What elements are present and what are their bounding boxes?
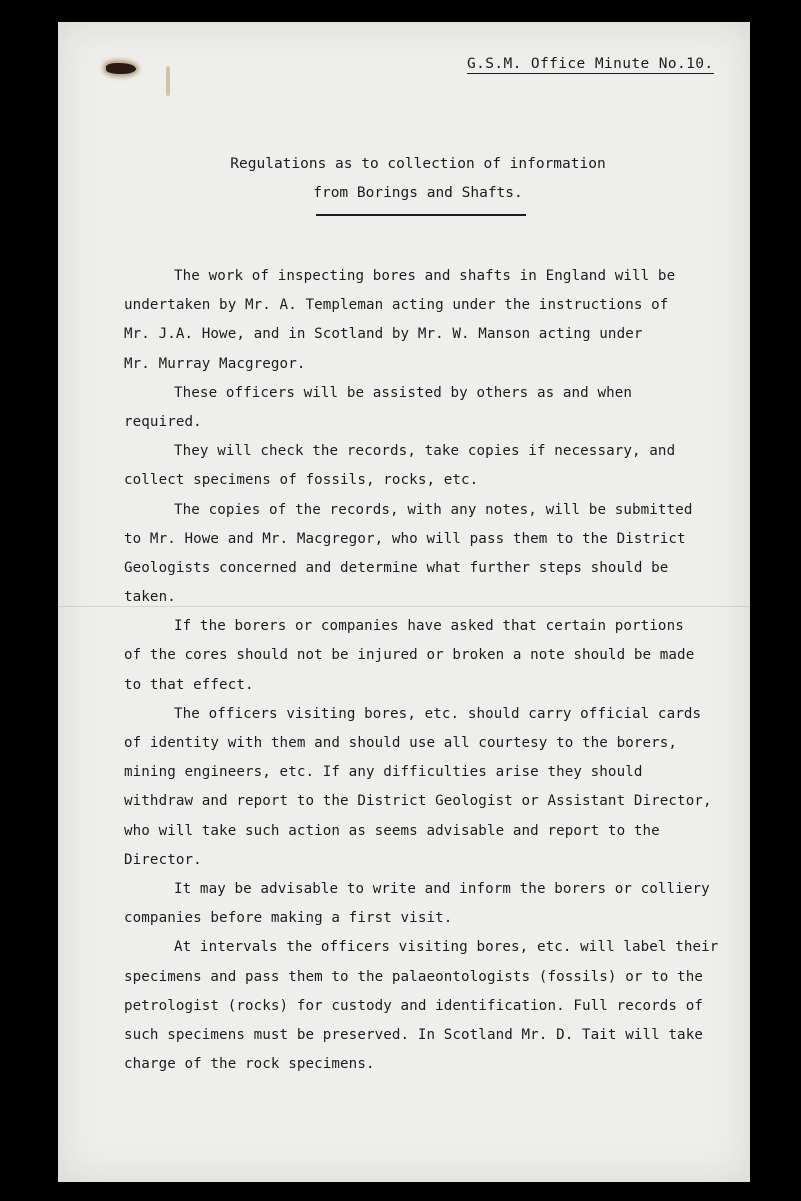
body-line: Mr. J.A. Howe, and in Scotland by Mr. W. Manson acting under <box>124 326 643 343</box>
body-line: The officers visiting bores, etc. should carry official cards <box>174 705 702 722</box>
body-line: collect specimens of fossils, rocks, etc. <box>124 472 479 489</box>
body-line: At intervals the officers visiting bores, etc. will label their <box>174 939 719 956</box>
document-body <box>124 262 724 1079</box>
body-line: required. <box>124 413 202 430</box>
body-line: specimens and pass them to the palaeontologists (fossils) or to the <box>124 968 703 985</box>
body-line: of identity with them and should use all courtesy to the borers, <box>124 735 678 751</box>
body-line: such specimens must be preserved. In Scotland Mr. D. Tait will take <box>124 1026 703 1043</box>
body-line: to that effect. <box>124 676 254 693</box>
burn-mark <box>106 63 136 74</box>
body-line: It may be advisable to write and inform the borers or colliery <box>174 880 710 897</box>
body-line: companies before making a first visit. <box>124 910 453 927</box>
body-line: The copies of the records, with any notes, will be submitted <box>174 501 693 518</box>
body-line: If the borers or companies have asked that certain portions <box>174 618 684 635</box>
body-line: Mr. Murray Macgregor. <box>124 355 306 372</box>
body-line: taken. <box>124 589 176 606</box>
body-line: The work of inspecting bores and shafts in England will be <box>174 268 676 284</box>
body-line: petrologist (rocks) for custody and identification. Full records of <box>124 997 703 1014</box>
body-line: mining engineers, etc. If any difficulties arise they should <box>124 764 643 781</box>
document-page <box>58 22 750 1182</box>
body-line: withdraw and report to the District Geologist or Assistant Director, <box>124 793 712 810</box>
body-line: who will take such action as seems advisable and report to the <box>124 822 660 839</box>
body-line: charge of the rock specimens. <box>124 1056 375 1073</box>
body-line: They will check the records, take copies if necessary, and <box>174 443 676 460</box>
title-underline <box>316 214 526 216</box>
title-line-1: Regulations as to collection of information <box>230 156 606 172</box>
body-line: of the cores should not be injured or broken a note should be made <box>124 647 695 664</box>
body-line: These officers will be assisted by others as and when <box>174 384 633 401</box>
body-line: to Mr. Howe and Mr. Macgregor, who will pass them to the District <box>124 530 686 547</box>
title-line-2: from Borings and Shafts. <box>313 185 523 201</box>
body-line: Geologists concerned and determine what further steps should be <box>124 559 669 576</box>
body-line: undertaken by Mr. A. Templeman acting under the instructions of <box>124 297 669 314</box>
minute-reference: G.S.M. Office Minute No.10. <box>467 56 714 72</box>
body-line: Director. <box>124 851 202 868</box>
stain-mark <box>166 66 170 96</box>
